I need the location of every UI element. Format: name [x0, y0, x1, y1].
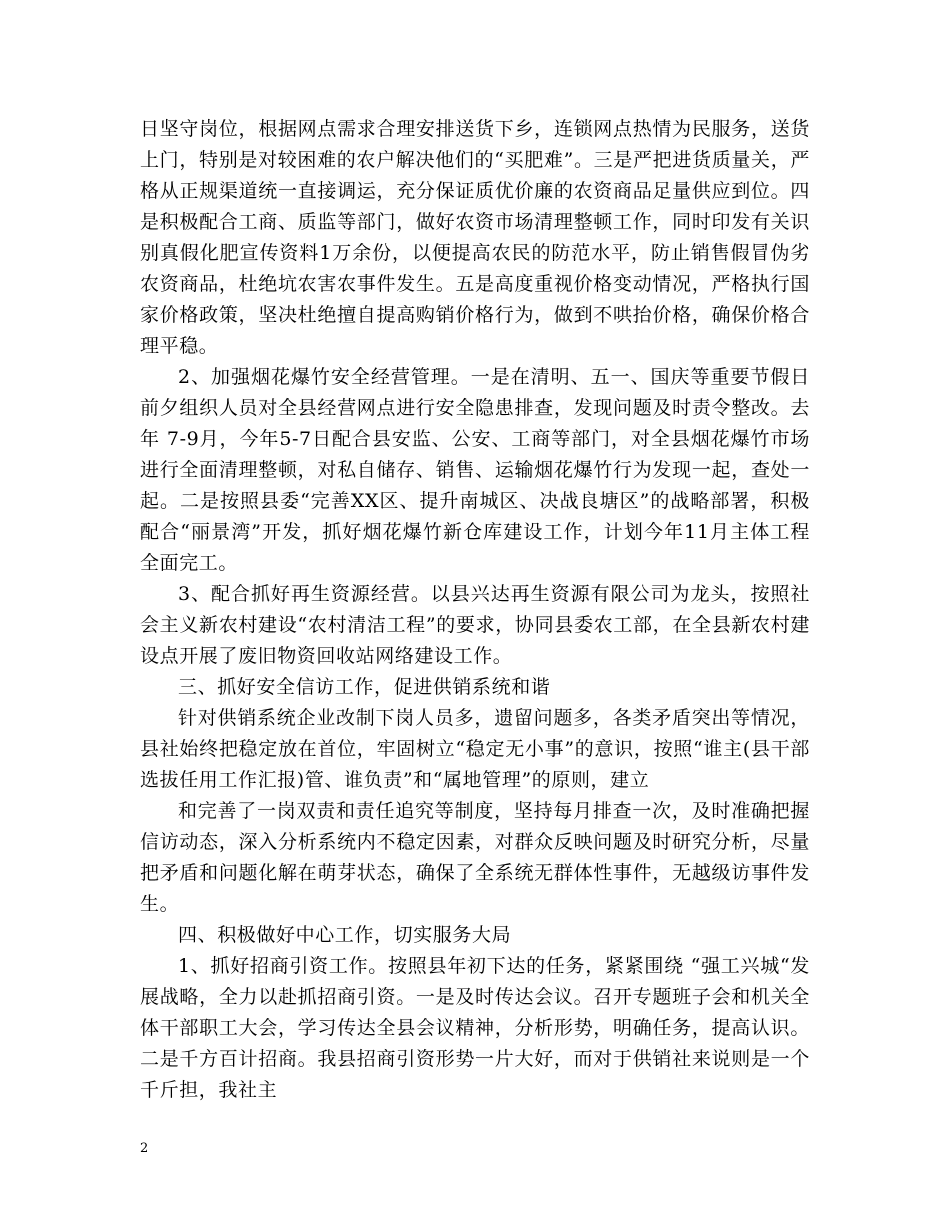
page-number: 2	[140, 1141, 149, 1156]
paragraph-5: 和完善了一岗双责和责任追究等制度，坚持每月排查一次，及时准确把握信访动态，深入分析系统内不稳定因素，对群众反映问题及时研究分析，尽量把矛盾和问题化解在萌芽状态，确保了全系统无群体性事件，无越级访事件发生。	[140, 800, 810, 915]
paragraph-3: 3、配合抓好再生资源经营。以县兴达再生资源有限公司为龙头，按照社会主义新农村建设“农村清洁工程”的要求，协同县委农工部，在全县新农村建设点开展了废旧物资回收站网络建设工作。	[140, 583, 810, 667]
section-heading-4: 四、积极做好中心工作，切实服务大局	[178, 924, 512, 946]
paragraph-2: 2、加强烟花爆竹安全经营管理。一是在清明、五一、国庆等重要节假日前夕组织人员对全县经营网点进行安全隐患排查，发现问题及时责令整改。去年 7-9月，今年5-7日配合县安监、公安、工商等部门，对全县烟花爆竹市场进行全面清理整顿，对私自储存、销售、运输烟花爆竹行为发现一起，查处一起。二是按照县委“完善XX区、提升南城区、决战良塘区”的战略部署，积极配合“丽景湾”开发，抓好烟花爆竹新仓库建设工作，计划今年11月主体工程全面完工。	[140, 366, 810, 574]
section-heading-3: 三、抓好安全信访工作，促进供销系统和谐	[178, 676, 551, 698]
document-body	[140, 114, 810, 1106]
paragraph-4: 针对供销系统企业改制下岗人员多，遗留问题多，各类矛盾突出等情况，县社始终把稳定放在首位，牢固树立“稳定无小事”的意识，按照“谁主(县干部选拔任用工作汇报)管、谁负责”和“属地管理”的原则，建立	[140, 707, 810, 791]
paragraph-6: 1、抓好招商引资工作。按照县年初下达的任务，紧紧围绕 “强工兴城“发展战略，全力以赴抓招商引资。一是及时传达会议。召开专题班子会和机关全体干部职工大会，学习传达全县会议精神，分析形势，明确任务，提高认识。二是千方百计招商。我县招商引资形势一片大好，而对于供销社来说则是一个千斤担，我社主	[140, 955, 810, 1101]
paragraph-1: 日坚守岗位，根据网点需求合理安排送货下乡，连锁网点热情为民服务，送货上门，特别是对较困难的农户解决他们的“买肥难”。三是严把进货质量关，严格从正规渠道统一直接调运，充分保证质优价廉的农资商品足量供应到位。四是积极配合工商、质监等部门，做好农资市场清理整顿工作，同时印发有关识别真假化肥宣传资料1万余份，以便提高农民的防范水平，防止销售假冒伪劣农资商品，杜绝坑农害农事件发生。五是高度重视价格变动情况，严格执行国家价格政策，坚决杜绝擅自提高购销价格行为，做到不哄抬价格，确保价格合理平稳。	[140, 118, 810, 357]
